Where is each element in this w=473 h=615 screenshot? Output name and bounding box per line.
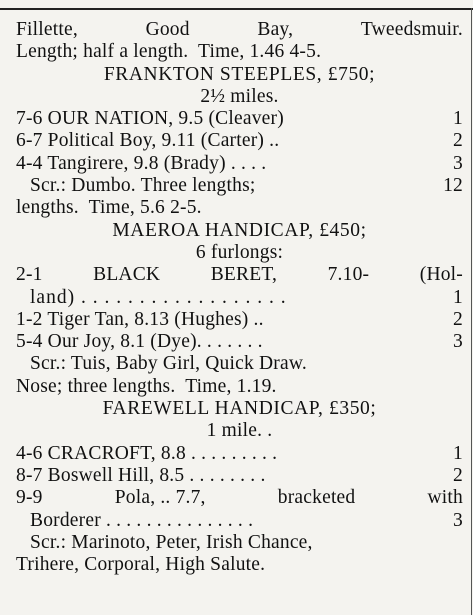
- word: 7.10-: [327, 264, 370, 286]
- placing-number: 1: [453, 442, 463, 464]
- placing-row: [16, 443, 463, 465]
- word: bracketed: [277, 487, 356, 509]
- word: with: [427, 487, 463, 509]
- race-heading-farewell-handicap: FAREWELL HANDICAP, £350;: [102, 398, 377, 420]
- margins-line: Nose; three lengths. Time, 1.19.: [16, 375, 277, 397]
- word: Good: [145, 19, 190, 40]
- race-distance: 6 furlongs:: [195, 241, 284, 263]
- word: BLACK: [93, 264, 161, 286]
- race-results-column: [16, 19, 463, 576]
- race-heading-frankton-steeples: FRANKTON STEEPLES, £750;: [103, 63, 376, 85]
- word: 9-9: [16, 487, 43, 509]
- placing-text: 5-4 Our Joy, 8.1 (Dye). . . . . . .: [16, 331, 263, 353]
- margins-line: lengths. Time, 5.6 2-5.: [16, 197, 202, 219]
- word: (Hol-: [419, 264, 463, 286]
- placing-row: [16, 130, 463, 152]
- placing-text: 7-6 OUR NATION, 9.5 (Cleaver): [16, 108, 284, 130]
- placing-number: 2: [453, 464, 463, 486]
- placing-row: [16, 309, 463, 331]
- word: Bay,: [257, 19, 294, 40]
- placing-number: 3: [453, 331, 463, 353]
- placing-row: [16, 331, 463, 353]
- placing-number: 3: [453, 152, 463, 174]
- prev-race-scratchings-line: [16, 19, 463, 41]
- placing-row: [16, 465, 463, 487]
- placing-text: 4-4 Tangirere, 9.8 (Brady) . . . .: [16, 152, 267, 174]
- word: BERET,: [210, 264, 278, 286]
- placing-text: 8-7 Boswell Hill, 8.5 . . . . . . . .: [16, 464, 266, 486]
- placing-number: 2: [453, 308, 463, 330]
- race-distance: 1 mile. .: [206, 420, 273, 442]
- placing-number: 2: [453, 130, 463, 152]
- word: Fillette,: [16, 19, 78, 40]
- placing-text: land) . . . . . . . . . . . . . . . . . .: [30, 286, 287, 308]
- placing-text: Borderer . . . . . . . . . . . . . . .: [30, 509, 254, 531]
- placing-row-winner-line1: [16, 264, 463, 286]
- word: Pola, .. 7.7,: [114, 487, 206, 509]
- column-right-rule: [471, 8, 472, 615]
- scratchings-line: Scr.: Tuis, Baby Girl, Quick Draw.: [30, 353, 307, 375]
- scratchings-line-continued: Trihere, Corporal, High Salute.: [16, 554, 266, 576]
- placing-row: [16, 510, 463, 532]
- scratchings-count: 12: [443, 175, 463, 197]
- word: 2-1: [16, 264, 43, 286]
- placing-text: 4-6 CRACROFT, 8.8 . . . . . . . . .: [16, 442, 278, 464]
- placing-row-bracketed-line1: [16, 487, 463, 509]
- column-top-rule: [0, 8, 473, 10]
- race-distance: 2½ miles.: [200, 85, 279, 107]
- placing-row: [16, 153, 463, 175]
- scratchings-text: Scr.: Dumbo. Three lengths;: [30, 175, 256, 197]
- scratchings-line: [16, 175, 463, 197]
- word: Tweedsmuir.: [360, 19, 463, 40]
- placing-number: 1: [453, 108, 463, 130]
- placing-number: 1: [453, 286, 463, 308]
- prev-race-margins-line: Length; half a length. Time, 1.46 4-5.: [16, 41, 322, 63]
- placing-number: 3: [453, 509, 463, 531]
- race-heading-maeroa-handicap: MAEROA HANDICAP, £450;: [112, 219, 367, 241]
- scratchings-line: Scr.: Marinoto, Peter, Irish Chance,: [30, 531, 313, 553]
- placing-row: [16, 108, 463, 130]
- placing-row: [16, 287, 463, 309]
- placing-text: 6-7 Political Boy, 9.11 (Carter) ..: [16, 130, 280, 152]
- placing-text: 1-2 Tiger Tan, 8.13 (Hughes) ..: [16, 308, 264, 330]
